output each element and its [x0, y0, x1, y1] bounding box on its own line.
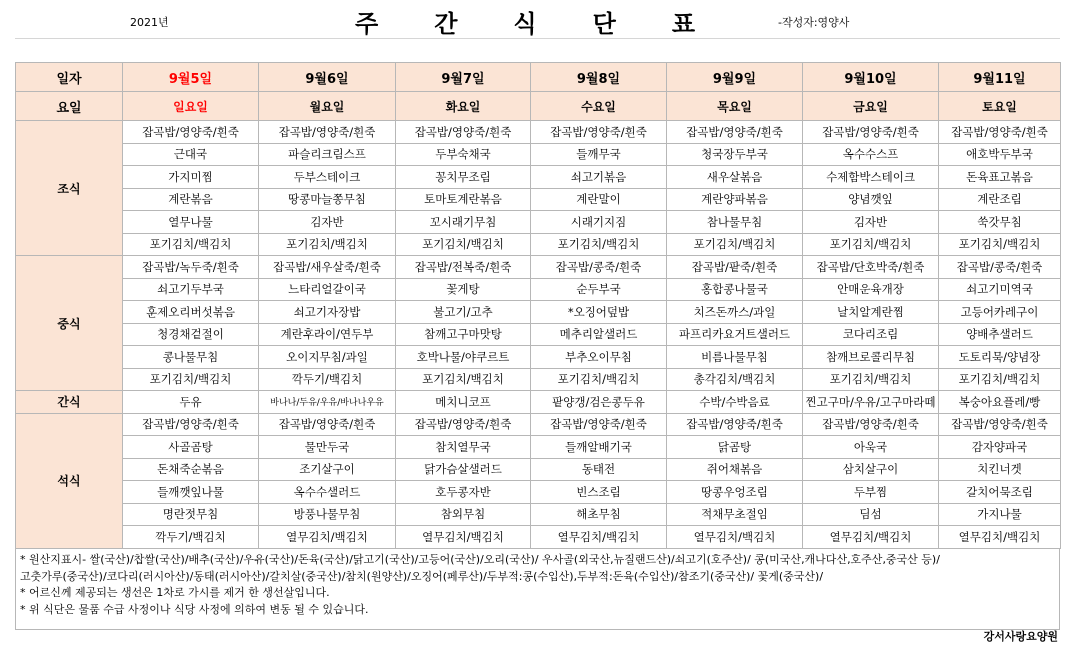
menu-item: 두부스테이크 — [259, 166, 396, 189]
menu-row — [16, 233, 1061, 256]
menu-item: 오이지무침/과일 — [259, 346, 396, 369]
menu-item: 잡곡밥/영양죽/흰죽 — [803, 413, 939, 436]
date-cell: 9월6일 — [259, 63, 396, 92]
menu-row — [16, 526, 1061, 549]
menu-item: 쑥갓무침 — [939, 211, 1061, 234]
menu-item: 근대국 — [123, 143, 259, 166]
menu-item: 잡곡밥/영양죽/흰죽 — [803, 121, 939, 144]
day-cell: 목요일 — [667, 92, 803, 121]
menu-item: 찐고구마/우유/고구마라떼 — [803, 391, 939, 414]
menu-item: 두부찜 — [803, 481, 939, 504]
note-line: 고춧가루(중국산)/코다리(러시아산)/동태(러시아산)/갈치살(중국산)/참치(원양산)/오징어(페루산)/두부적:콩(수입산),두부적:돈육(수입산)/참조기(중국산)/ 꽃게(중국산)/ — [20, 569, 824, 583]
menu-item: 포기김치/백김치 — [259, 233, 396, 256]
menu-item: 열무김치/백김치 — [667, 526, 803, 549]
menu-item: 감자양파국 — [939, 436, 1061, 459]
day-cell: 금요일 — [803, 92, 939, 121]
menu-item: 돈육표고볶음 — [939, 166, 1061, 189]
menu-item: 돈채죽순볶음 — [123, 458, 259, 481]
menu-item: 잡곡밥/영양죽/흰죽 — [667, 413, 803, 436]
menu-item: 잡곡밥/팥죽/흰죽 — [667, 256, 803, 279]
menu-item: 잡곡밥/영양죽/흰죽 — [259, 413, 396, 436]
menu-item: 꽃게탕 — [396, 278, 531, 301]
date-cell: 9월10일 — [803, 63, 939, 92]
date-row-label: 일자 — [16, 63, 123, 92]
menu-item: 깍두기/백김치 — [123, 526, 259, 549]
menu-item: 잡곡밥/콩죽/흰죽 — [531, 256, 667, 279]
menu-item: 복숭아요플레/빵 — [939, 391, 1061, 414]
menu-item: 잡곡밥/단호박죽/흰죽 — [803, 256, 939, 279]
menu-row — [16, 323, 1061, 346]
menu-item: 날치알계란찜 — [803, 301, 939, 324]
menu-item: 열무김치/백김치 — [531, 526, 667, 549]
menu-item: 빈스조림 — [531, 481, 667, 504]
menu-item: 삼치살구이 — [803, 458, 939, 481]
menu-row — [16, 143, 1061, 166]
menu-item: 수박/수박음료 — [667, 391, 803, 414]
menu-item: 팥양갱/검은콩두유 — [531, 391, 667, 414]
menu-item: 해초무침 — [531, 503, 667, 526]
menu-item: 코다리조림 — [803, 323, 939, 346]
day-cell: 일요일 — [123, 92, 259, 121]
menu-item: 동태전 — [531, 458, 667, 481]
menu-item: 애호박두부국 — [939, 143, 1061, 166]
menu-item: 고등어카레구이 — [939, 301, 1061, 324]
menu-item: 양념깻잎 — [803, 188, 939, 211]
menu-row — [16, 436, 1061, 459]
menu-item: 청국장두부국 — [667, 143, 803, 166]
menu-item: 사골곰탕 — [123, 436, 259, 459]
menu-item: 열무김치/백김치 — [259, 526, 396, 549]
menu-item: 딤섬 — [803, 503, 939, 526]
menu-item: 포기김치/백김치 — [123, 233, 259, 256]
menu-item: 양배추샐러드 — [939, 323, 1061, 346]
menu-item: 홍합콩나물국 — [667, 278, 803, 301]
menu-item: 꼬시래기무침 — [396, 211, 531, 234]
menu-item: 쇠고기자장밥 — [259, 301, 396, 324]
title-char: 주 — [355, 10, 379, 38]
day-cell: 토요일 — [939, 92, 1061, 121]
menu-item: 포기김치/백김치 — [667, 233, 803, 256]
menu-item: 가지나물 — [939, 503, 1061, 526]
menu-item: 비름나물무침 — [667, 346, 803, 369]
menu-item: 잡곡밥/영양죽/흰죽 — [531, 413, 667, 436]
menu-row — [16, 211, 1061, 234]
menu-item: 청경채겉절이 — [123, 323, 259, 346]
menu-item: 호박나물/야쿠르트 — [396, 346, 531, 369]
menu-item: 계란양파볶음 — [667, 188, 803, 211]
menu-item: 열무나물 — [123, 211, 259, 234]
menu-item: 참외무침 — [396, 503, 531, 526]
date-row — [16, 63, 1061, 92]
menu-item: 포기김치/백김치 — [939, 368, 1061, 391]
menu-item: 포기김치/백김치 — [803, 368, 939, 391]
menu-item: 총각김치/백김치 — [667, 368, 803, 391]
menu-item: 계란볶음 — [123, 188, 259, 211]
menu-item: 김자반 — [803, 211, 939, 234]
menu-item: 닭가슴살샐러드 — [396, 458, 531, 481]
menu-item: 참나물무침 — [667, 211, 803, 234]
menu-item: 열무김치/백김치 — [803, 526, 939, 549]
title-char: 표 — [671, 10, 695, 38]
menu-row — [16, 278, 1061, 301]
menu-item: 꽁치무조림 — [396, 166, 531, 189]
menu-item: 깍두기/백김치 — [259, 368, 396, 391]
menu-item: 순두부국 — [531, 278, 667, 301]
menu-item: 파프리카요거트샐러드 — [667, 323, 803, 346]
menu-item: 계란조림 — [939, 188, 1061, 211]
menu-row — [16, 481, 1061, 504]
menu-row — [16, 368, 1061, 391]
author-label: -작성자:영양사 — [778, 16, 850, 29]
menu-item: 방풍나물무침 — [259, 503, 396, 526]
page-title — [355, 4, 695, 39]
menu-item: 옥수수스프 — [803, 143, 939, 166]
menu-item: 명란젓무침 — [123, 503, 259, 526]
menu-item: 참깨고구마맛탕 — [396, 323, 531, 346]
menu-item: 포기김치/백김치 — [396, 233, 531, 256]
menu-item: 포기김치/백김치 — [531, 233, 667, 256]
meal-label: 석식 — [16, 413, 123, 548]
day-row — [16, 92, 1061, 121]
menu-item: 메치니코프 — [396, 391, 531, 414]
menu-item: 메추리알샐러드 — [531, 323, 667, 346]
menu-item: 파슬리크림스프 — [259, 143, 396, 166]
menu-item: 잡곡밥/영양죽/흰죽 — [123, 413, 259, 436]
menu-item: 도토리묵/양념장 — [939, 346, 1061, 369]
menu-row — [16, 503, 1061, 526]
menu-item: 닭곰탕 — [667, 436, 803, 459]
menu-item: *오징어덮밥 — [531, 301, 667, 324]
menu-item: 잡곡밥/영양죽/흰죽 — [396, 121, 531, 144]
menu-row — [16, 188, 1061, 211]
menu-item: 두부숙채국 — [396, 143, 531, 166]
menu-item: 훈제오리버섯볶음 — [123, 301, 259, 324]
date-cell: 9월8일 — [531, 63, 667, 92]
weekly-menu-table — [15, 62, 1061, 549]
date-cell: 9월9일 — [667, 63, 803, 92]
note-line: * 위 식단은 물품 수급 사정이나 식당 사정에 의하여 변동 될 수 있습니다. — [20, 602, 369, 616]
menu-item: 시래기지짐 — [531, 211, 667, 234]
menu-item: 아욱국 — [803, 436, 939, 459]
facility-name: 강서사랑요양원 — [983, 630, 1058, 643]
meal-label: 조식 — [16, 121, 123, 256]
menu-item: 잡곡밥/영양죽/흰죽 — [939, 413, 1061, 436]
menu-item: 잡곡밥/영양죽/흰죽 — [939, 121, 1061, 144]
menu-item: 수제함박스테이크 — [803, 166, 939, 189]
title-char: 간 — [434, 10, 458, 38]
menu-item: 포기김치/백김치 — [803, 233, 939, 256]
menu-item: 쥐어채볶음 — [667, 458, 803, 481]
menu-item: 가지미찜 — [123, 166, 259, 189]
menu-item: 참치열무국 — [396, 436, 531, 459]
menu-item: 불고기/고추 — [396, 301, 531, 324]
menu-item: 포기김치/백김치 — [396, 368, 531, 391]
menu-item: 잡곡밥/영양죽/흰죽 — [123, 121, 259, 144]
menu-item: 바나나/두유/우유/바나나우유 — [259, 391, 396, 414]
menu-item: 치킨너겟 — [939, 458, 1061, 481]
title-row — [0, 0, 1084, 38]
meal-label: 중식 — [16, 256, 123, 391]
note-line: * 어르신께 제공되는 생선은 1차로 가시를 제거 한 생선살입니다. — [20, 586, 330, 599]
year-label: 2021년 — [130, 16, 169, 29]
menu-item: 열무김치/백김치 — [396, 526, 531, 549]
menu-item: 땅콩마늘쫑무침 — [259, 188, 396, 211]
menu-item: 잡곡밥/전복죽/흰죽 — [396, 256, 531, 279]
menu-item: 잡곡밥/영양죽/흰죽 — [396, 413, 531, 436]
meal-label: 간식 — [16, 391, 123, 414]
menu-item: 안매운육개장 — [803, 278, 939, 301]
menu-item: 토마토계란볶음 — [396, 188, 531, 211]
menu-item: 부추오이무침 — [531, 346, 667, 369]
notes-box — [15, 548, 1060, 630]
date-cell: 9월5일 — [123, 63, 259, 92]
menu-item: 잡곡밥/영양죽/흰죽 — [667, 121, 803, 144]
note-line: * 원산지표시- 쌀(국산)/찹쌀(국산)/배추(국산)/우유(국산)/돈육(국산)/닭고기(국산)/고등어(국산)/오리(국산)/ 우사골(외국산,뉴질랜드산)/쇠고기(호주산)/ 콩(미국산,캐나다산,호주산,중국산 등)/ — [20, 553, 940, 566]
menu-item: 호두콩자반 — [396, 481, 531, 504]
menu-item: 잡곡밥/콩죽/흰죽 — [939, 256, 1061, 279]
menu-item: 옥수수샐러드 — [259, 481, 396, 504]
menu-item: 김자반 — [259, 211, 396, 234]
menu-row — [16, 301, 1061, 324]
menu-item: 쇠고기두부국 — [123, 278, 259, 301]
menu-item: 들깨무국 — [531, 143, 667, 166]
menu-item: 새우살볶음 — [667, 166, 803, 189]
menu-item: 적채무초절임 — [667, 503, 803, 526]
day-cell: 화요일 — [396, 92, 531, 121]
menu-item: 땅콩우엉조림 — [667, 481, 803, 504]
menu-item: 계란말이 — [531, 188, 667, 211]
date-cell: 9월7일 — [396, 63, 531, 92]
menu-row — [16, 458, 1061, 481]
menu-row — [16, 121, 1061, 144]
menu-item: 잡곡밥/녹두죽/흰죽 — [123, 256, 259, 279]
menu-row — [16, 391, 1061, 414]
menu-item: 들깨알배기국 — [531, 436, 667, 459]
menu-item: 물만두국 — [259, 436, 396, 459]
menu-item: 잡곡밥/영양죽/흰죽 — [531, 121, 667, 144]
menu-row — [16, 166, 1061, 189]
menu-item: 치즈돈까스/과일 — [667, 301, 803, 324]
menu-row — [16, 346, 1061, 369]
title-char: 식 — [513, 10, 537, 38]
menu-item: 조기살구이 — [259, 458, 396, 481]
menu-item: 참깨브로콜리무침 — [803, 346, 939, 369]
menu-item: 포기김치/백김치 — [939, 233, 1061, 256]
title-char: 단 — [592, 10, 616, 38]
menu-item: 열무김치/백김치 — [939, 526, 1061, 549]
menu-item: 느타리얼갈이국 — [259, 278, 396, 301]
menu-item: 쇠고기볶음 — [531, 166, 667, 189]
day-row-label: 요일 — [16, 92, 123, 121]
menu-item: 포기김치/백김치 — [531, 368, 667, 391]
menu-item: 두유 — [123, 391, 259, 414]
menu-row — [16, 413, 1061, 436]
menu-item: 들깨깻잎나물 — [123, 481, 259, 504]
day-cell: 월요일 — [259, 92, 396, 121]
day-cell: 수요일 — [531, 92, 667, 121]
menu-item: 잡곡밥/영양죽/흰죽 — [259, 121, 396, 144]
menu-item: 잡곡밥/새우살죽/흰죽 — [259, 256, 396, 279]
menu-item: 콩나물무침 — [123, 346, 259, 369]
blank-row — [15, 38, 1060, 63]
menu-row — [16, 256, 1061, 279]
date-cell: 9월11일 — [939, 63, 1061, 92]
menu-item: 갈치어묵조림 — [939, 481, 1061, 504]
menu-item: 포기김치/백김치 — [123, 368, 259, 391]
menu-item: 쇠고기미역국 — [939, 278, 1061, 301]
menu-item: 계란후라이/연두부 — [259, 323, 396, 346]
